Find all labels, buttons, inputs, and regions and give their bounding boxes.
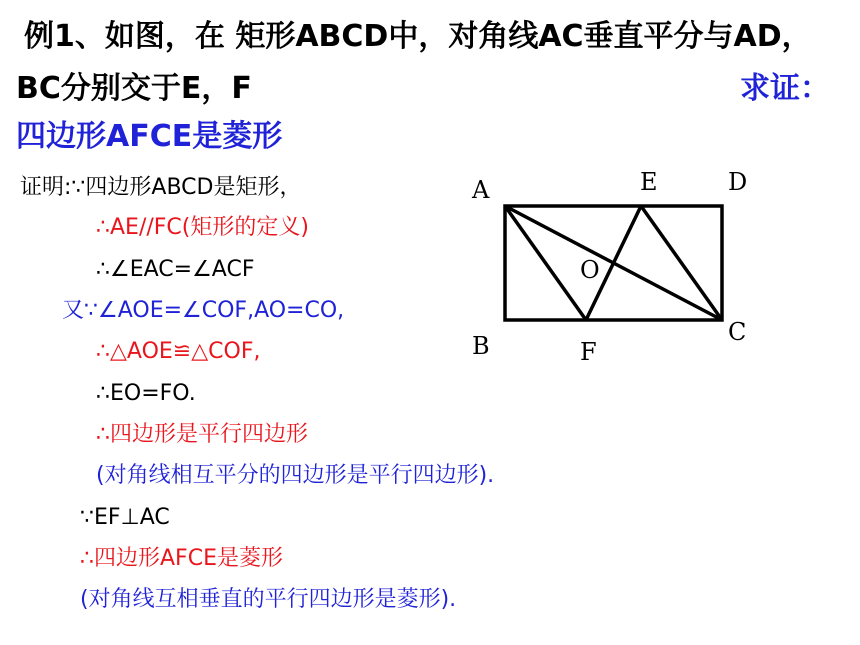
- segment-af: [505, 206, 586, 320]
- rectangle-geometry-figure: [460, 160, 760, 370]
- segment-ec: [641, 206, 722, 320]
- label-d: D: [728, 168, 748, 196]
- proof-line-9: ∵EF⊥AC: [80, 505, 170, 530]
- proof-line-1: 证明:∵四边形ABCD是矩形，: [20, 175, 302, 200]
- proof-line-4: 又∵∠AOE=∠COF,AO=CO,: [62, 298, 345, 323]
- proof-line-8: (对角线相互平分的四边形是平行四边形).: [96, 463, 495, 488]
- proof-line-3: ∴∠EAC=∠ACF: [96, 257, 255, 282]
- label-e: E: [640, 168, 658, 196]
- label-a: A: [472, 176, 490, 204]
- problem-line-3: 四边形AFCE是菱形: [16, 119, 283, 154]
- label-b: B: [472, 332, 490, 360]
- proof-line-11: (对角线互相垂直的平行四边形是菱形).: [80, 587, 457, 612]
- problem-line-2-left: BC分别交于E，F: [16, 71, 252, 106]
- proof-line-2: ∴AE//FC(矩形的定义): [96, 215, 309, 240]
- proof-line-6: ∴EO=FO.: [96, 381, 196, 406]
- proof-line-7: ∴四边形是平行四边形: [96, 422, 308, 447]
- label-o: O: [580, 256, 600, 284]
- proof-line-5: ∴△AOE≌△COF,: [96, 339, 261, 364]
- label-f: F: [580, 338, 597, 366]
- problem-line-1: 例1、如图，在 矩形ABCD中，对角线AC垂直平分与AD，: [24, 19, 812, 54]
- proof-line-10: ∴四边形AFCE是菱形: [80, 546, 283, 571]
- label-c: C: [728, 318, 747, 346]
- problem-line-2-right: 求证：: [740, 71, 830, 106]
